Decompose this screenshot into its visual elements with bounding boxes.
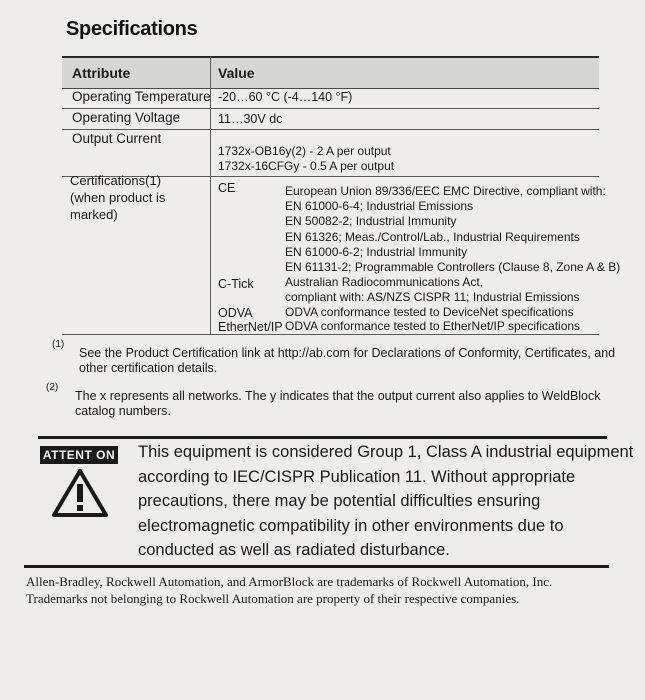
cert-detail-ctick — [285, 275, 580, 305]
footnote-1 — [79, 346, 615, 376]
footnote-line: The x represents all networks. The y indicates that the output current also applies to WeldBlock — [75, 389, 601, 403]
footnote-mark: (2) — [46, 382, 59, 393]
attention-line: This equipment is considered Group 1, Class A industrial equipment — [138, 443, 634, 461]
page-title: Specifications — [66, 18, 198, 40]
certifications-label: Certifications(1) (when product is marked) — [70, 173, 166, 222]
row-value-line: 1732x-OB16y(2) - 2 A per output — [218, 144, 391, 158]
cert-detail-odva — [285, 305, 574, 320]
footnote-line: catalog numbers. — [75, 404, 171, 418]
attention-line: conducted as well as radiated disturbance. — [138, 541, 450, 559]
cert-line: ODVA conformance tested to EtherNet/IP specifications — [285, 319, 581, 333]
attention-top-rule — [38, 436, 607, 439]
row-value-line: 1732x-16CFGy - 0.5 A per output — [218, 159, 395, 173]
cert-detail-ethernetip — [285, 319, 580, 334]
cert-line: EN 61131-2; Programmable Controllers (Clause 8, Zone A & B) — [285, 260, 621, 275]
trademark-line: Trademarks not belonging to Rockwell Automation are property of their respective companies. — [26, 591, 520, 606]
column-header-value: Value — [218, 65, 255, 81]
table-row — [62, 130, 599, 177]
attention-message — [138, 440, 634, 563]
cert-standard: ODVA — [218, 306, 253, 320]
footnote-line: other certification details. — [79, 361, 218, 375]
cert-standard: C-Tick — [218, 277, 254, 291]
attention-line: according to IEC/CISPR Publication 11. Without appropriate — [138, 467, 576, 486]
cert-line: ODVA conformance tested to DeviceNet specifications — [285, 305, 574, 319]
row-attribute: Operating Voltage — [72, 110, 181, 125]
table-row — [62, 87, 599, 109]
attention-line: electromagnetic compatibility in other environments due to — [138, 516, 564, 535]
cert-standard: CE — [218, 181, 236, 195]
column-header-attribute: Attribute — [72, 65, 131, 81]
cert-line: EN 50082-2; Industrial Immunity — [285, 214, 457, 229]
trademark-line: Allen-Bradley, Rockwell Automation, and ArmorBlock are trademarks of Rockwell Automation, Inc. — [26, 574, 553, 589]
attention-line: precautions, there may be potential difficulties ensuring — [138, 492, 541, 510]
row-attribute: Output Current — [72, 131, 162, 146]
row-attribute: Operating Temperature — [72, 89, 211, 104]
attention-badge: ATTENT ON — [40, 446, 118, 464]
attention-bottom-rule — [24, 565, 609, 568]
table-bottom-rule — [62, 334, 599, 335]
footnote-2 — [75, 389, 601, 419]
footnote-line: See the Product Certification link at http://ab.com for Declarations of Conformity, Certificates, and — [79, 346, 616, 360]
cert-standard: EtherNet/IP — [218, 320, 283, 334]
cert-line: compliant with: AS/NZS CISPR 11; Industrial Emissions — [285, 290, 580, 305]
footnote-mark: (1) — [52, 339, 65, 350]
table-row — [62, 109, 599, 130]
cert-detail-ce — [285, 184, 620, 275]
row-value: 11…30V dc — [218, 112, 283, 126]
row-value: -20…60 °C (-4…140 °F) — [218, 90, 353, 104]
cert-line: European Union 89/336/EEC EMC Directive, compliant with: — [285, 184, 606, 198]
cert-line: EN 61000-6-2; Industrial Immunity — [285, 244, 468, 259]
warning-triangle-icon — [51, 468, 109, 523]
cert-line: Australian Radiocommunications Act, — [285, 275, 484, 289]
table-header — [62, 56, 599, 89]
trademark-notice — [26, 573, 552, 607]
cert-line: EN 61326; Meas./Control/Lab., Industrial Requirements — [285, 229, 580, 244]
cert-line: EN 61000-6-4; Industrial Emissions — [285, 199, 474, 214]
